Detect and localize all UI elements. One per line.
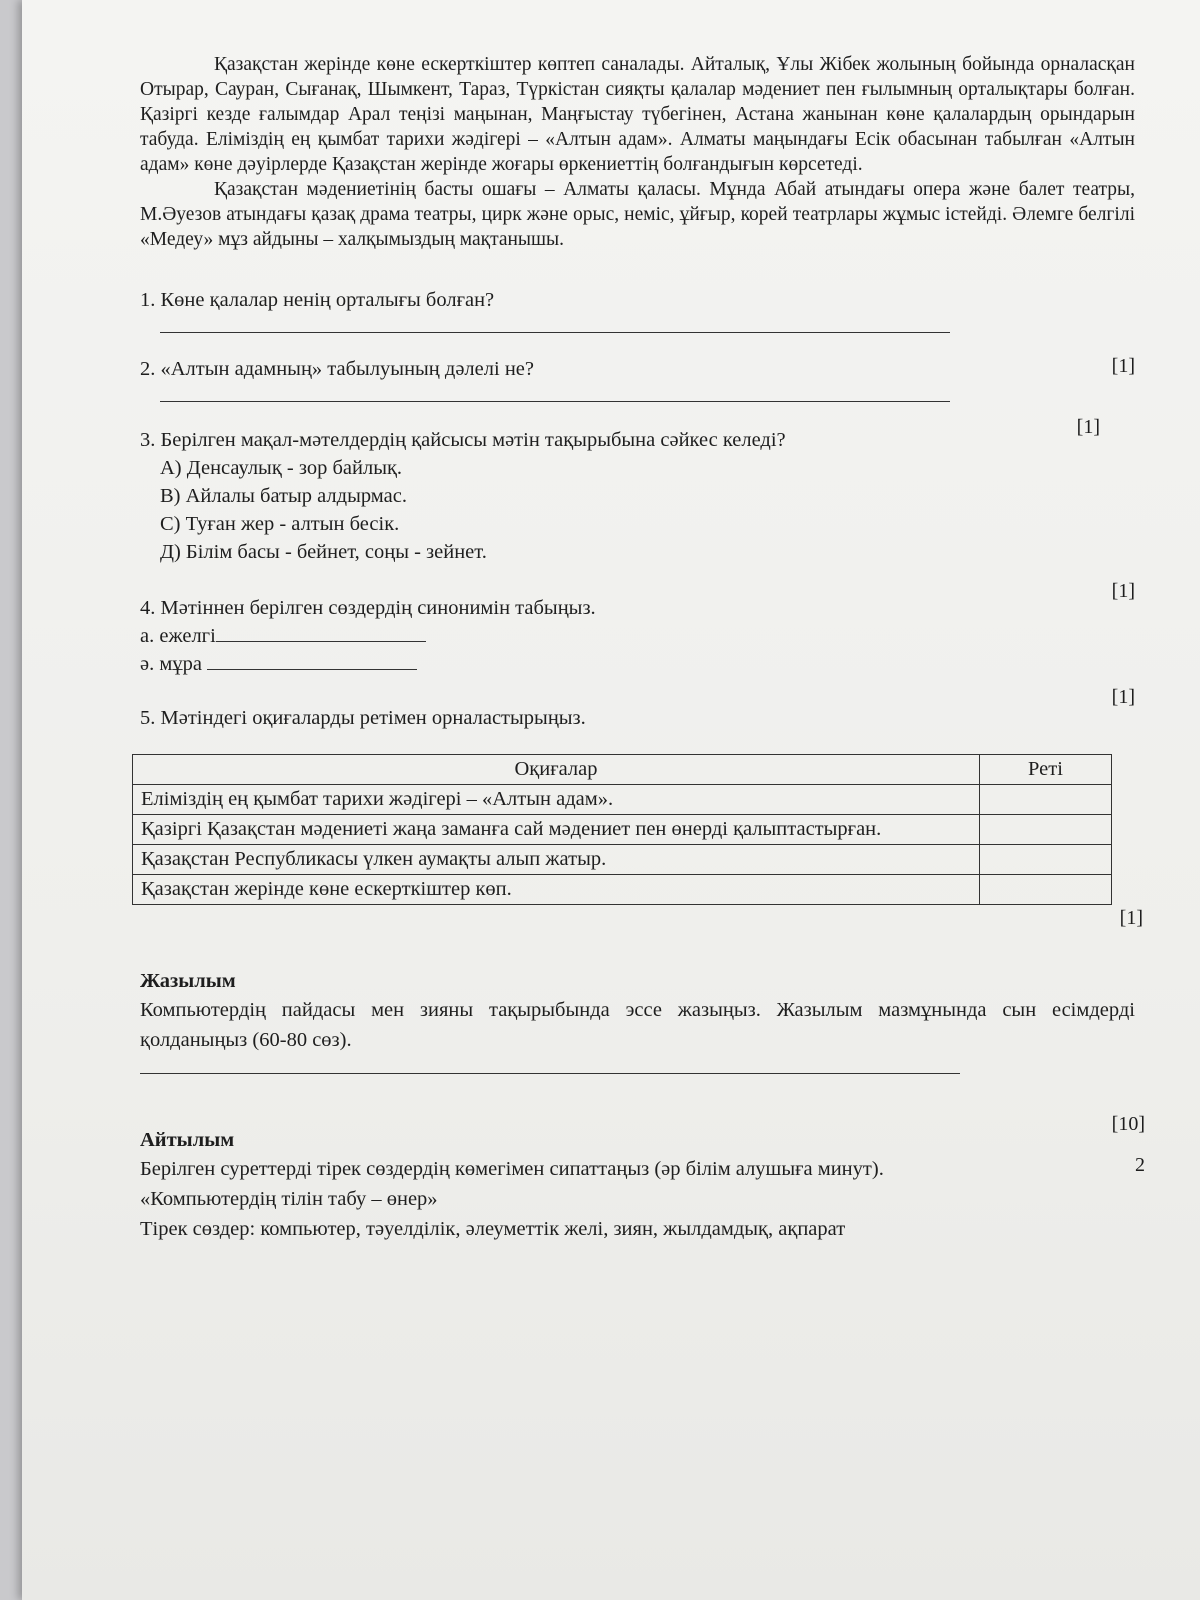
question-1 <box>140 286 1135 333</box>
question-1-answer-line[interactable] <box>160 318 950 333</box>
speaking-title: Айтылым <box>140 1129 235 1151</box>
table-cell-event: Еліміздің ең қымбат тарихи жәдігері – «Алтын адам». <box>133 785 980 815</box>
worksheet-content <box>140 52 1145 1244</box>
table-mark-row <box>140 905 1143 935</box>
question-2-answer-line[interactable] <box>160 387 950 402</box>
speaking-section <box>140 1126 1145 1244</box>
question-4-item-b <box>140 650 1135 678</box>
question-1-mark: [1] <box>1111 355 1135 377</box>
question-2-mark: [1] <box>1076 416 1100 438</box>
question-4-item-a-label: а. ежелгі <box>140 625 216 647</box>
question-5-text: 5. Мәтіндегі оқиғаларды ретімен орналастырыңыз. <box>140 707 586 729</box>
writing-section <box>140 967 1145 1135</box>
table-header-events: Оқиғалар <box>133 755 980 785</box>
question-1-text: 1. Көне қалалар ненің орталығы болған? <box>140 289 495 311</box>
table-cell-order-input[interactable] <box>980 875 1112 905</box>
page-shadow-edge <box>0 0 22 1600</box>
writing-task: Компьютердің пайдасы мен зияны тақырыбында эссе жазыңыз. Жазылым мазмұнында сын есімдерді қолданыңыз (60-80 сөз). <box>140 999 1135 1051</box>
speaking-keywords: Тірек сөздер: компьютер, тәуелділік, әлеуметтік желі, зиян, жылдамдық, ақпарат <box>140 1218 846 1240</box>
table-header-order: Реті <box>980 755 1112 785</box>
question-3 <box>140 416 1135 566</box>
question-2-text: 2. «Алтын адамның» табылуының дәлелі не? <box>140 358 534 380</box>
speaking-task: Берілген суреттерді тірек сөздердің көмегімен сипаттаңыз (әр білім алушыға минут). <box>140 1158 884 1180</box>
reading-paragraph-2: Қазақстан мәдениетінің басты ошағы – Алматы қаласы. Мұнда Абай атындағы опера және балет театры, М.Әуезов атындағы қазақ драма театры, цирк және орыс, неміс, ұйғыр, корей театрлары жұмыс істейді. Әлемге белгілі «Медеу» мұз айдыны – халқымыздың мақтанышы. <box>140 179 1135 250</box>
question-4 <box>140 580 1135 678</box>
question-4-mark: [1] <box>1111 686 1135 708</box>
question-3-text: 3. Берілген мақал-мәтелдердің қайсысы мәтін тақырыбына сәйкес келеді? <box>140 429 786 451</box>
table-cell-event: Қазіргі Қазақстан мәдениеті жаңа заманға сай мәдениет пен өнерді қалыптастырған. <box>133 815 980 845</box>
table-cell-event: Қазақстан жерінде көне ескерткіштер көп. <box>133 875 980 905</box>
page-number: 2 <box>1135 1154 1145 1176</box>
question-4-item-b-blank[interactable] <box>207 651 417 670</box>
table-cell-order-input[interactable] <box>980 815 1112 845</box>
question-3-option-d[interactable]: Д) Білім басы - бейнет, соңы - зейнет. <box>160 541 487 563</box>
table-row <box>133 875 1112 905</box>
writing-mark: [10] <box>1111 1113 1145 1135</box>
worksheet-page <box>22 0 1200 1600</box>
question-5 <box>140 686 1135 732</box>
table-row <box>133 845 1112 875</box>
question-3-option-b[interactable]: В) Айлалы батыр алдырмас. <box>160 485 407 507</box>
question-3-option-a[interactable]: А) Денсаулық - зор байлық. <box>160 457 403 479</box>
table-row <box>133 815 1112 845</box>
question-4-text: 4. Мәтіннен берілген сөздердің синонимін табыңыз. <box>140 597 596 619</box>
table-header-row <box>133 755 1112 785</box>
writing-title: Жазылым <box>140 970 236 992</box>
reading-paragraph-1: Қазақстан жерінде көне ескерткіштер көптеп саналады. Айталық, Ұлы Жібек жолының бойында орналасқан Отырар, Сауран, Сығанақ, Шымкент, Тараз, Түркістан сияқты қалалар мәдениет пен ғылымның орталықтары болған. Қазіргі кезде ғалымдар Арал теңізі маңынан, Маңғыстау түбегінен, Астана жанынан көне қалалардың орындарын табуда. Еліміздің ең қымбат тарихи жәдігері – «Алтын адам». Алматы маңындағы Есік обасынан табылған «Алтын адам» көне дәуірлерде Қазақстан жерінде жоғары өркениеттің болғандығын көрсетеді. <box>140 54 1135 175</box>
table-cell-event: Қазақстан Республикасы үлкен аумақты алып жатыр. <box>133 845 980 875</box>
question-4-item-a <box>140 622 1135 650</box>
events-order-table <box>132 754 1112 905</box>
table-cell-order-input[interactable] <box>980 845 1112 875</box>
question-4-item-b-label: ә. мұра <box>140 653 202 675</box>
question-5-mark: [1] <box>1119 907 1143 929</box>
question-2 <box>140 355 1135 402</box>
question-4-item-a-blank[interactable] <box>216 623 426 642</box>
writing-answer-line[interactable] <box>140 1055 960 1074</box>
table-row <box>133 785 1112 815</box>
question-3-mark: [1] <box>1111 580 1135 602</box>
table-cell-order-input[interactable] <box>980 785 1112 815</box>
question-3-option-c[interactable]: С) Туған жер - алтын бесік. <box>160 513 400 535</box>
speaking-topic: «Компьютердің тілін табу – өнер» <box>140 1188 438 1210</box>
